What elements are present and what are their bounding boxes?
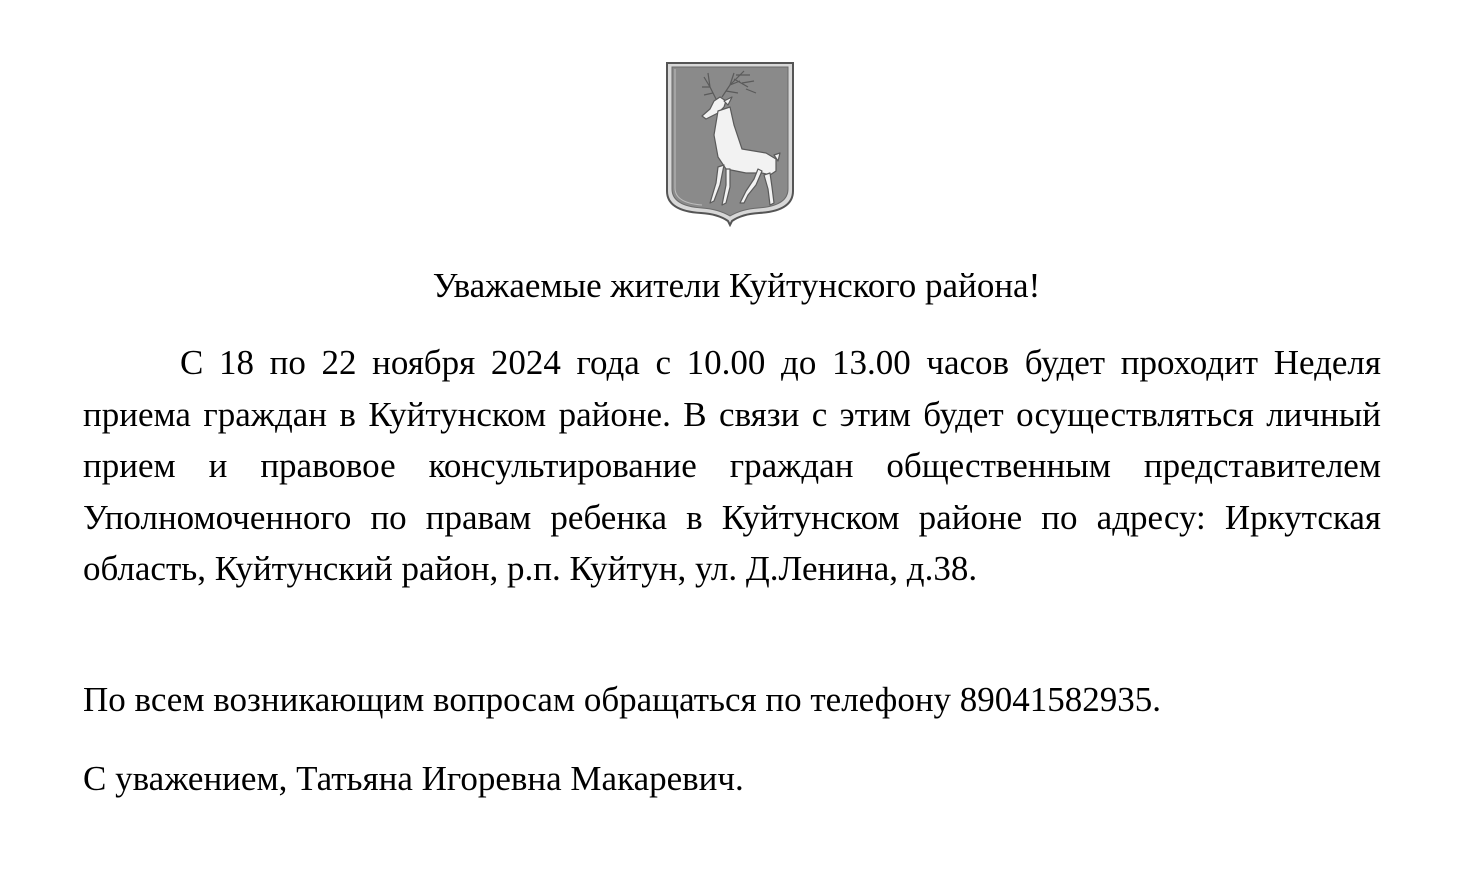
announcement-paragraph: С 18 по 22 ноября 2024 года с 10.00 до 13.00 часов будет проходит Неделя приема граждан в Куйтунском районе. В связи с этим будет осуществляться личный прием и правовое консультирование граждан общественным представителем Уполномоченного по правам ребенка в Куйтунском районе по адресу: Иркутская область, Куйтунский район, р.п. Куйтун, ул. Д.Ленина, д.38. [83,343,1381,589]
contact-phone-line: По всем возникающим вопросам обращаться по телефону 89041582935. [83,680,1162,719]
coat-of-arms-deer-icon [664,61,796,227]
page-title: Уважаемые жители Куйтунского района! [432,266,1041,305]
signature-line: С уважением, Татьяна Игоревна Макаревич. [83,759,744,798]
